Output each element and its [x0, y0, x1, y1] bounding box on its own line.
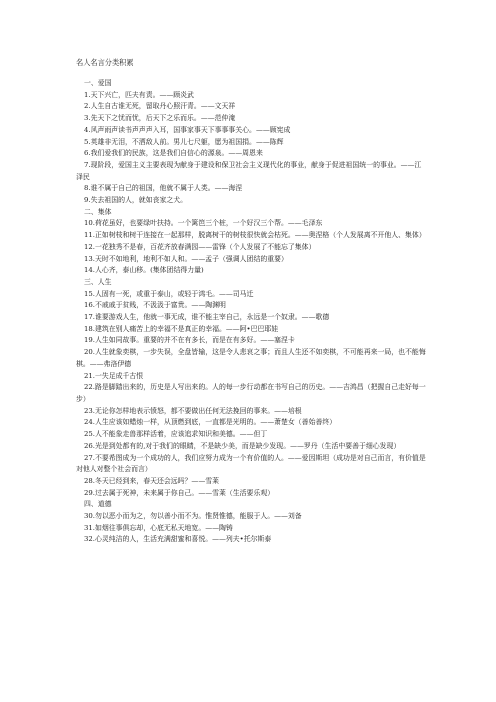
quote-line: 10.荷花虽好，也要绿叶扶持。一个篱笆三个桩，一个好汉三个帮。——毛泽东 [84, 219, 323, 228]
quote-line: 12.一花独秀不是春，百花齐放春满园——雷锋（个人发展了不能忘了集体） [84, 242, 316, 251]
quote-line: 15.人固有一死，或重于泰山，或轻于鸿毛。——司马迁 [84, 289, 254, 298]
quote-line: 27.不要希图成为一个成功的人，我们应努力成为一个有价值的人。——爱因斯坦（成功是对自己而言，有价值是对他人对整个社会而言） [76, 453, 426, 474]
quote-line: 8.谁不属于自己的祖国，他就不属于人类。——海涅 [84, 184, 243, 193]
quote-line: 28.冬天已经到来，春天还会远吗？——雪莱 [84, 476, 219, 485]
quote-line: 17.谁要游戏人生，他就一事无成，谁不能主宰自己，永远是一个奴隶。——歌德 [84, 313, 330, 322]
quote-line: 22.路是脚踏出来的，历史是人写出来的。人的每一步行动都在书写自己的历史。——吉鸿昌（把握自己走好每一步） [76, 383, 426, 403]
quote-line: 25.人不能象走兽那样活着，应该追求知识和美德。——但丁 [84, 430, 268, 439]
quote-line: 23.无论你怎样地表示愤怒，都不要做出任何无法挽回的事来。——培根 [84, 406, 302, 415]
quote-list [76, 78, 428, 546]
section-heading: 三、人生 [84, 277, 112, 286]
quote-line: 18.建筑在别人痛苦上的幸福不是真正的幸福。——阿•巴巴耶娃 [84, 324, 279, 333]
section-heading: 一、爱国 [84, 79, 112, 87]
quote-line: 30.勿以恶小而为之，勿以善小而不为。惟贤惟德，能服于人。——刘备 [84, 512, 302, 521]
quote-line: 29.过去属于死神，未来属于你自己。——雪莱（生活要乐观） [84, 488, 275, 497]
document-title: 名人名言分类积累 [76, 58, 134, 67]
document-body [76, 58, 428, 546]
quote-line: 14.人心齐，泰山移。(集体团结得力量) [84, 266, 204, 275]
quote-line: 11.正如树枝和树干连接在一起那样，脱离树干的树枝很快就会枯死。——奥涅格（个人发展离不开他人、集体） [84, 231, 426, 240]
quote-line: 5.英雄非无泪，不洒敌人前。男儿七尺躯，愿为祖国捐。——陈辉 [84, 137, 284, 146]
section-heading: 二、集体 [84, 207, 112, 216]
quote-line: 26.光是到处都有的,对于我们的眼睛，不是缺少美，而是缺少发现。——罗丹（生活中要善于细心发现） [84, 441, 401, 450]
quote-line: 32.心灵纯洁的人，生活充满甜蜜和喜悦。——列夫•托尔斯泰 [84, 535, 272, 544]
quote-line: 4.风声雨声读书声声声入耳，国事家事天下事事事关心。——顾宪成 [84, 125, 291, 134]
quote-line: 16.不戚戚于贫贱，不汲汲于富贵。——陶渊明 [84, 301, 226, 310]
quote-line: 1.天下兴亡，匹夫有责。——顾炎武 [84, 90, 194, 99]
quote-line: 21.一失足成千古恨 [84, 371, 144, 380]
quote-line: 13.天时不如地利，地利不如人和。——孟子（强调人团结的重要） [84, 254, 288, 263]
quote-line: 24.人生应该如蜡烛一样，从顶燃到底，一直都是光明的。——萧楚女（善始善终） [84, 418, 337, 427]
quote-line: 31.如烟往事俱忘却，心底无私天地宽。——陶铸 [84, 523, 233, 532]
quote-line: 9.失去祖国的人，就如丧家之犬。 [84, 196, 188, 205]
quote-line: 7.现阶段，爱国主义主要表现为献身于建设和保卫社会主义现代化的事业，献身于促进祖国统一的事业。——江泽民 [76, 160, 422, 181]
section-heading: 四、道德 [84, 500, 112, 509]
quote-line: 19.人生如同故事。重要的并不在有多长，而是在有多好。——塞涅卡 [84, 336, 295, 345]
quote-line: 2.人生自古谁无死，留取丹心照汗青。——文天祥 [84, 102, 236, 111]
quote-line: 3.先天下之忧而忧，后天下之乐而乐。——范仲淹 [84, 114, 236, 123]
quote-line: 6.我们爱我们的民族，这是我们自信心的源泉。——周恩来 [84, 149, 263, 158]
quote-line: 20.人生就象奕棋，一步失误，全盘皆输，这是令人悲哀之事；而且人生还不如奕棋，不可能再来一局，也不能悔棋。——弗洛伊德 [76, 348, 426, 368]
